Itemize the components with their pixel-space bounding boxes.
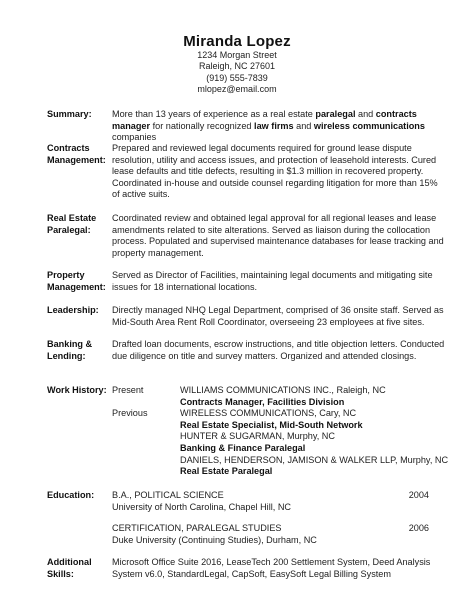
email-address: mlopez@email.com (197, 84, 277, 95)
degree: B.A., POLITICAL SCIENCE (112, 490, 224, 500)
real-estate-paralegal-label: Real Estate Paralegal: (47, 213, 97, 235)
summary-text: More than 13 years of experience as a real estate paralegal and contracts manager for nationally recognized law firms and wireless communications companies (112, 109, 425, 143)
work-history-row (112, 431, 447, 443)
job-title: Banking & Finance Paralegal (180, 443, 306, 453)
additional-skills-label: Additional Skills: (47, 557, 92, 579)
candidate-name: Miranda Lopez (183, 33, 291, 50)
city-state-zip: Raleigh, NC 27601 (198, 61, 276, 72)
degree-school: University of North Carolina, Chapel Hill, NC (112, 501, 292, 512)
phone-number: (919) 555-7839 (206, 72, 268, 83)
leadership-text: Directly managed NHQ Legal Department, comprised of 36 onsite staff. Served as Mid-South Area Rent Roll Coordinator, overseeing 23 employees at five sites. (112, 305, 444, 327)
work-history-row (112, 455, 447, 467)
employer: HUNTER & SUGARMAN, Murphy, NC (180, 431, 335, 442)
job-title: Real Estate Specialist, Mid-South Network (180, 419, 363, 430)
certification-year: 2006 (408, 523, 429, 533)
work-history-row (112, 397, 447, 409)
degree-year: 2004 (408, 490, 429, 500)
employer: WIRELESS COMMUNICATIONS, Cary, NC (180, 408, 357, 419)
work-history-label: Work History: (47, 385, 107, 395)
leadership-label: Leadership: (47, 305, 99, 315)
certification-school: Duke University (Continuing Studies), Durham, NC (112, 534, 317, 545)
real-estate-paralegal-text: Coordinated review and obtained legal approval for all regional leases and lease amendments related to site alterations. Served as liaison during the collocation process. Populated and supervised maintenance databases for lease tracking and property management. (112, 213, 444, 258)
street-address: 1234 Morgan Street (197, 50, 277, 60)
education-label: Education: (47, 490, 95, 500)
degree-row (112, 490, 447, 502)
work-history-period: Present (112, 385, 144, 395)
work-history-period: Previous (112, 408, 148, 419)
contracts-management-label: Contracts Management: (47, 143, 106, 165)
job-title: Real Estate Paralegal (180, 466, 273, 477)
work-history-row (112, 408, 447, 420)
employer: DANIELS, HENDERSON, JAMISON & WALKER LLP, Murphy, NC (180, 454, 449, 465)
property-management-label: Property Management: (47, 270, 106, 292)
property-management-text: Served as Director of Facilities, maintaining legal documents and mitigating site issues for 18 international locations. (112, 270, 433, 292)
contracts-management-text: Prepared and reviewed legal documents required for ground lease dispute resolution, utility and access issues, and protection of leasehold interests. Cured lease defaults and title defects, resulting in $1.3 million in recovered property. Coordinated in-house and outside counsel regarding litigation for more than 15% of active suits. (112, 143, 438, 200)
work-history-row (112, 466, 447, 478)
banking-lending-label: Banking & Lending: (47, 339, 93, 361)
work-history-row (112, 420, 447, 432)
work-history-row (112, 385, 447, 397)
work-history-row (112, 443, 447, 455)
certification: CERTIFICATION, PARALEGAL STUDIES (112, 523, 282, 533)
job-title: Contracts Manager, Facilities Division (180, 396, 345, 407)
summary-label: Summary: (47, 109, 92, 119)
employer: WILLIAMS COMMUNICATIONS INC., Raleigh, NC (180, 385, 386, 395)
additional-skills-text: Microsoft Office Suite 2016, LeaseTech 200 Settlement System, Deed Analysis System v6.0, StandardLegal, CapSoft, EasySoft Legal Billing System (112, 557, 431, 579)
banking-lending-text: Drafted loan documents, escrow instructions, and title objection letters. Conducted due diligence on title and survey matters. Organized and attended closings. (112, 339, 445, 361)
certification-row (112, 523, 447, 535)
